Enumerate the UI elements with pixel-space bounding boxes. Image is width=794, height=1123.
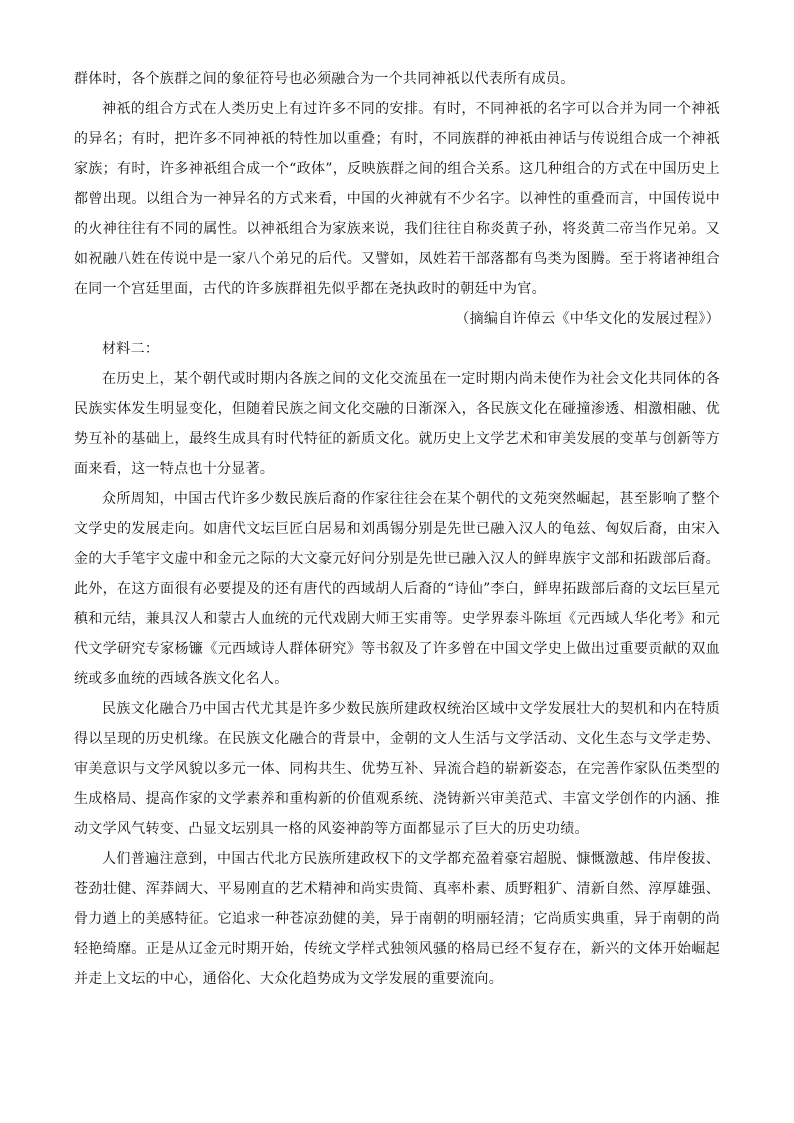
paragraph-cultural-fusion: 民族文化融合乃中国古代尤其是许多少数民族所建政权统治区域中文学发展壮大的契机和内在特质得以呈现的历史机缘。在民族文化融合的背景中，金朝的文人生活与文学活动、文化生态与文学走势、审美意识与文学风貌以多元一体、同构共生、优势互补、异流合趋的崭新姿态，在完善作家队伍类型的生成格局、提高作家的文学素养和重构新的价值观系统、浇铸新兴审美范式、丰富文学创作的内涵、推动文学风气转变、凸显文坛别具一格的风姿神韵等方面都显示了巨大的历史功绩。 bbox=[74, 701, 720, 837]
paragraph-northern-aesthetics: 人们普遍注意到，中国古代北方民族所建政权下的文学都充盈着豪宕超脱、慷慨激越、伟岸俊拔、苍劲壮健、浑莽阔大、平易刚直的艺术精神和尚实贵简、真率朴素、质野粗犷、清新自然、淳厚雄强、骨力遒上的美感特征。它追求一种苍凉劲健的美，异于南朝的明丽轻清；它尚质实典重，异于南朝的尚轻艳绮靡。正是从辽金元时期开始，传统文学样式独领风骚的格局已经不复存在，新兴的文体开始崛起并走上文坛的中心，通俗化、大众化趋势成为文学发展的重要流向。 bbox=[74, 851, 720, 987]
paragraph-deity-combination: 神祇的组合方式在人类历史上有过许多不同的安排。有时，不同神祇的名字可以合并为同一个神祇的异名；有时，把许多不同神祇的特性加以重叠；有时，不同族群的神祇由神话与传说组合成一个神祇家族；有时，许多神祇组合成一个“政体”，反映族群之间的组合关系。这几种组合的方式在中国历史上都曾出现。以组合为一神异名的方式来看，中国的火神就有不少名字。以神性的重叠而言，中国传说中的火神往往有不同的属性。以神祇组合为家族来说，我们往往自称炎黄子孙，将炎黄二帝当作兄弟。又如祝融八姓在传说中是一家八个弟兄的后代。又譬如，凤姓若干部落都有鸟类为图腾。至于将诸神组合在同一个宫廷里面，古代的许多族群祖先似乎都在尧执政时的朝廷中为官。 bbox=[74, 101, 720, 297]
paragraph-cultural-exchange: 在历史上，某个朝代或时期内各族之间的文化交流虽在一定时期内尚未使作为社会文化共同体的各民族实体发生明显变化，但随着民族之间文化交融的日渐深入，各民族文化在碰撞渗透、相激相融、优势互补的基础上，最终生成具有时代特征的新质文化。就历史上文学艺术和审美发展的变革与创新等方面来看，这一特点也十分显著。 bbox=[74, 371, 720, 477]
section-heading-material-two: 材料二： bbox=[102, 341, 160, 357]
paragraph-continuation: 群体时，各个族群之间的象征符号也必须融合为一个共同神祇以代表所有成员。 bbox=[74, 71, 575, 87]
document-page bbox=[74, 64, 720, 994]
paragraph-minority-writers: 众所周知，中国古代许多少数民族后裔的作家往往会在某个朝代的文苑突然崛起，甚至影响了整个文学史的发展走向。如唐代文坛巨匠白居易和刘禹锡分别是先世已融入汉人的龟兹、匈奴后裔，由宋入金的大手笔宇文虚中和金元之际的大文豪元好问分别是先世已融入汉人的鲜卑族宇文部和拓跋部后裔。此外，在这方面很有必要提及的还有唐代的西域胡人后裔的“诗仙”李白，鲜卑拓跋部后裔的文坛巨星元稹和元结，兼具汉人和蒙古人血统的元代戏剧大师王实甫等。史学界泰斗陈垣《元西域人华化考》和元代文学研究专家杨镰《元西域诗人群体研究》等书叙及了许多曾在中国文学史上做出过重要贡献的双血统或多血统的西域各族文化名人。 bbox=[74, 491, 720, 687]
source-citation: （摘编自许倬云《中华文化的发展过程》） bbox=[455, 311, 720, 327]
